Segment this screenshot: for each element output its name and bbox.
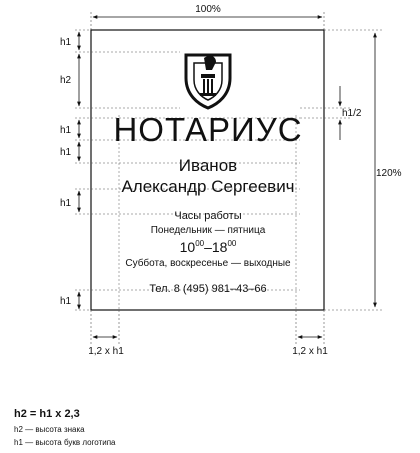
h1-label-name: h1 [60, 198, 72, 209]
half-h1-label: h1/2 [342, 108, 362, 119]
left-dimensions [60, 32, 79, 309]
width-dimension [91, 4, 324, 30]
legend-formula: h2 = h1 x 2,3 [14, 408, 80, 420]
left-margin-label: 1,2 x h1 [88, 346, 124, 357]
right-margin-label: 1,2 x h1 [292, 346, 328, 357]
h1-label-bottom: h1 [60, 296, 72, 307]
h1-label-top: h1 [60, 37, 72, 48]
weekend-text: Суббота, воскресенье — выходные [125, 258, 291, 269]
sign-title: НОТАРИУС [113, 111, 303, 148]
height-label: 120% [376, 168, 402, 179]
h2-label: h2 [60, 75, 72, 86]
phone-text: Тел. 8 (495) 981–43–66 [149, 283, 267, 295]
time-start-minutes: 00 [195, 239, 205, 248]
time-end-minutes: 00 [227, 239, 237, 248]
legend-h1: h1 — высота букв логотипа [14, 438, 116, 447]
sign-full-name: Александр Сергеевич [121, 177, 295, 196]
bottom-dimensions [88, 310, 328, 357]
time-start: 10 [179, 239, 196, 255]
weekdays-text: Понедельник — пятница [150, 225, 266, 236]
width-label: 100% [195, 4, 221, 15]
legend-h2: h2 — высота знака [14, 425, 85, 434]
time-dash: – [204, 239, 212, 255]
sign-surname: Иванов [178, 156, 238, 175]
hours-heading: Часы работы [174, 210, 242, 222]
h1-label-gap: h1 [60, 147, 72, 158]
h1-label-title: h1 [60, 125, 72, 136]
time-end: 18 [211, 239, 228, 255]
